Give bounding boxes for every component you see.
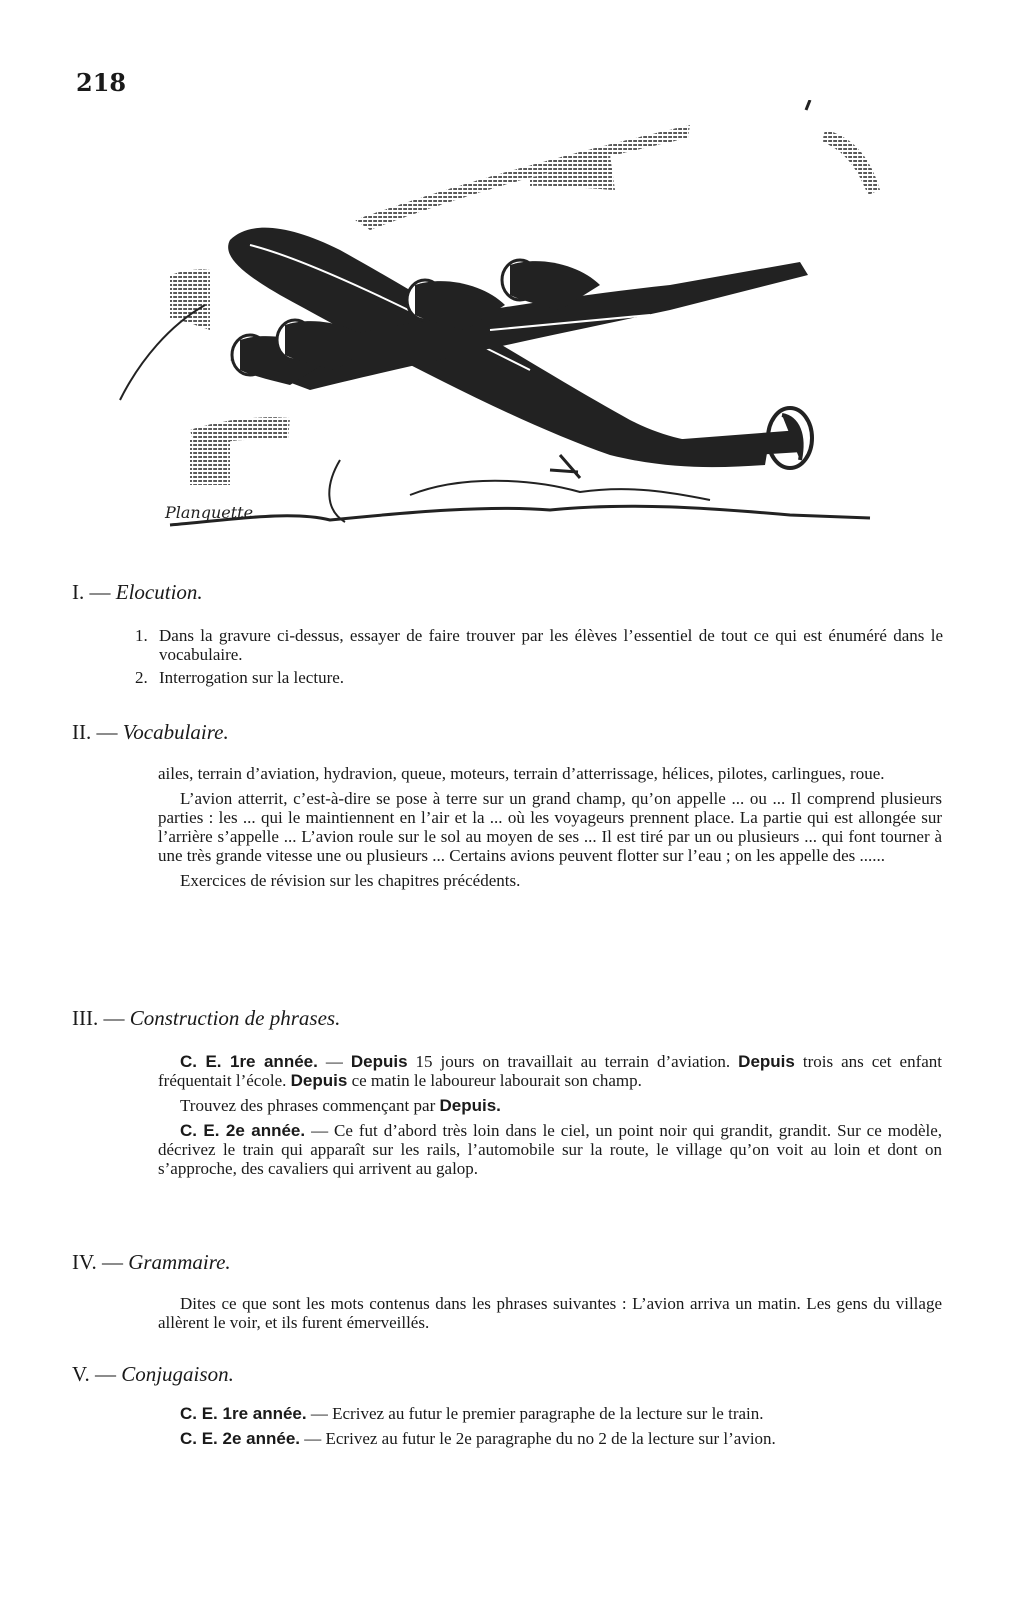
grammaire-text: Dites ce que sont les mots contenus dans les phrases suivantes : L’avion arriva un matin. Les gens du village allèrent le voir, et ils furent émerveillés. (158, 1294, 942, 1332)
list-item (135, 668, 943, 687)
section-dash: — (94, 1362, 116, 1386)
section-numeral: III. (72, 1006, 99, 1030)
section-title: Vocabulaire. (122, 720, 229, 744)
section-title: Conjugaison. (121, 1362, 234, 1386)
grammaire-body (158, 1294, 942, 1332)
fill-in-paragraph: L’avion atterrit, c’est-à-dire se pose à terre sur un grand champ, qu’on appelle ... ou ... Il comprend plusieurs parties : les ... qui le maintiennent en l’air et la ... où les voyageurs prennent place. La partie qui est allongée sur l’arrière s’appelle ... L’avion roule sur le sol au moyen de ses ... Il est tiré par un ou plusieurs ... qui font tourner à une très grande vitesse une ou plusieurs ... Certains avions peuvent flotter sur l’eau ; on les appelle des ...... (158, 789, 942, 865)
level-label: C. E. 2e année. (180, 1121, 306, 1140)
section-title: Grammaire. (128, 1250, 231, 1274)
vocabulaire-body (158, 764, 942, 890)
ce1-exercise (158, 1052, 942, 1090)
list-item (135, 626, 943, 664)
airplane-illustration (110, 100, 910, 550)
page-number: 218 (76, 68, 127, 97)
item-number: 2. (135, 668, 148, 687)
level-label: C. E. 1re année. (180, 1404, 307, 1423)
item-text: Dans la gravure ci-dessus, essayer de faire trouver par les élèves l’essentiel de tout ce qui est énuméré dans le vocabulaire. (159, 626, 943, 664)
sentence: ce matin le laboureur labourait son champ. (347, 1071, 642, 1090)
level-label: C. E. 2e année. (180, 1429, 300, 1448)
ce1-conjugaison (158, 1404, 942, 1423)
exercise-text: — Ecrivez au futur le premier paragraphe de la lecture sur le train. (306, 1404, 764, 1423)
exercise-text: — Ecrivez au futur le 2e paragraphe du no 2 de la lecture sur l’avion. (300, 1429, 776, 1448)
section-title: Elocution. (115, 580, 203, 604)
ce2-exercise (158, 1121, 942, 1178)
section-dash: — (101, 1250, 123, 1274)
heading-vocabulaire (72, 720, 229, 745)
item-text: Interrogation sur la lecture. (159, 668, 345, 687)
section-numeral: V. (72, 1362, 90, 1386)
keyword: Depuis. (439, 1096, 501, 1115)
find-instruction (158, 1096, 942, 1115)
section-numeral: I. (72, 580, 85, 604)
label-dash: — (325, 1052, 343, 1071)
section-dash: — (96, 720, 118, 744)
section-title: Construction de phrases. (129, 1006, 341, 1030)
keyword: Depuis (350, 1052, 408, 1071)
heading-conjugaison (72, 1362, 234, 1387)
section-dash: — (103, 1006, 125, 1030)
heading-elocution (72, 580, 203, 605)
word-list: ailes, terrain d’aviation, hydravion, queue, moteurs, terrain d’atterrissage, hélices, pilotes, carlingues, roue. (158, 764, 885, 783)
keyword: Depuis (290, 1071, 348, 1090)
ground-line (170, 506, 870, 525)
item-number: 1. (135, 626, 148, 645)
instruction-text: Trouvez des phrases commençant par (180, 1096, 440, 1115)
section-numeral: II. (72, 720, 92, 744)
heading-grammaire (72, 1250, 231, 1275)
conjugaison-body (158, 1404, 942, 1448)
exercise-text: Ce fut d’abord très loin dans le ciel, un point noir qui grandit, grandit. Sur ce modèle, décrivez le train qui apparaît sur les rails, l’automobile sur la route, le village qu’on voit au loin et dont on s’approche, des cavaliers qui arrivent au galop. (158, 1121, 943, 1178)
elocution-list (135, 626, 943, 691)
revision-exercise: Exercices de révision sur les chapitres précédents. (180, 871, 521, 890)
heading-construction (72, 1006, 340, 1031)
construction-body (158, 1052, 942, 1178)
keyword: Depuis (738, 1052, 795, 1071)
ce2-conjugaison (158, 1429, 942, 1448)
tailplane (670, 430, 802, 460)
sentence: trois ans cet enfant fréquentait l’école. (158, 1052, 942, 1090)
sentence: 15 jours on travaillait au terrain d’aviation. (407, 1052, 739, 1071)
artist-signature: Planquette (165, 503, 254, 522)
section-dash: — (89, 580, 111, 604)
label-dash: — (311, 1121, 329, 1140)
level-label: C. E. 1re année. (180, 1052, 318, 1071)
section-numeral: IV. (72, 1250, 97, 1274)
cloud-hatching (120, 100, 880, 485)
